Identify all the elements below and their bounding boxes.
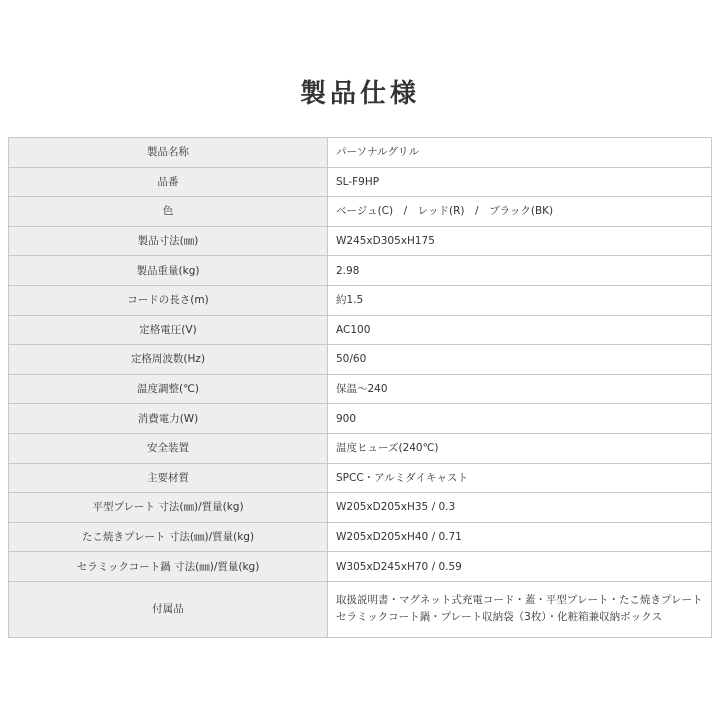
spec-label: 平型プレート 寸法(㎜)/質量(kg) <box>9 493 328 523</box>
table-row <box>9 345 712 375</box>
spec-label: 温度調整(℃) <box>9 374 328 404</box>
spec-label: コードの長さ(m) <box>9 285 328 315</box>
spec-value: SPCC・アルミダイキャスト <box>328 463 712 493</box>
spec-value: W245xD305xH175 <box>328 226 712 256</box>
page-title: 製品仕様 <box>299 79 420 109</box>
table-row-accessories <box>9 581 712 637</box>
accessories-line-2: セラミックコート鍋・プレート収納袋（3枚）・化粧箱兼収納ボックス <box>336 611 662 624</box>
spec-label: 製品名称 <box>9 138 328 168</box>
spec-value: SL-F9HP <box>328 167 712 197</box>
spec-value: 2.98 <box>328 256 712 286</box>
spec-label: 製品重量(kg) <box>9 256 328 286</box>
spec-value: W205xD205xH35 / 0.3 <box>328 493 712 523</box>
spec-value: W205xD205xH40 / 0.71 <box>328 522 712 552</box>
spec-label: たこ焼きプレート 寸法(㎜)/質量(kg) <box>9 522 328 552</box>
spec-label: 定格電圧(V) <box>9 315 328 345</box>
spec-label: 付属品 <box>9 581 328 637</box>
spec-value-accessories <box>328 581 712 637</box>
table-row <box>9 315 712 345</box>
spec-value: 50/60 <box>328 345 712 375</box>
spec-value: 900 <box>328 404 712 434</box>
table-row <box>9 285 712 315</box>
table-row <box>9 522 712 552</box>
table-row <box>9 552 712 582</box>
spec-value: 保温～240 <box>328 374 712 404</box>
spec-label: 製品寸法(㎜) <box>9 226 328 256</box>
spec-value: W305xD245xH70 / 0.59 <box>328 552 712 582</box>
accessories-line-1: 取扱説明書・マグネット式充電コード・蓋・平型プレート・たこ焼きプレート <box>336 594 703 607</box>
table-row <box>9 138 712 168</box>
spec-value: 温度ヒューズ(240℃) <box>328 433 712 463</box>
table-row <box>9 197 712 227</box>
spec-table <box>8 137 712 638</box>
table-row <box>9 404 712 434</box>
table-row <box>9 463 712 493</box>
table-row <box>9 493 712 523</box>
spec-label: 安全装置 <box>9 433 328 463</box>
spec-label: セラミックコート鍋 寸法(㎜)/質量(kg) <box>9 552 328 582</box>
spec-value: AC100 <box>328 315 712 345</box>
table-row <box>9 374 712 404</box>
spec-value: パーソナルグリル <box>328 138 712 168</box>
table-row <box>9 433 712 463</box>
spec-label: 色 <box>9 197 328 227</box>
spec-label: 定格周波数(Hz) <box>9 345 328 375</box>
table-row <box>9 226 712 256</box>
table-row <box>9 167 712 197</box>
spec-table-body <box>9 138 712 638</box>
spec-label: 消費電力(W) <box>9 404 328 434</box>
table-row <box>9 256 712 286</box>
spec-label: 主要材質 <box>9 463 328 493</box>
spec-value: 約1.5 <box>328 285 712 315</box>
spec-value: ベージュ(C) / レッド(R) / ブラック(BK) <box>328 197 712 227</box>
spec-label: 品番 <box>9 167 328 197</box>
